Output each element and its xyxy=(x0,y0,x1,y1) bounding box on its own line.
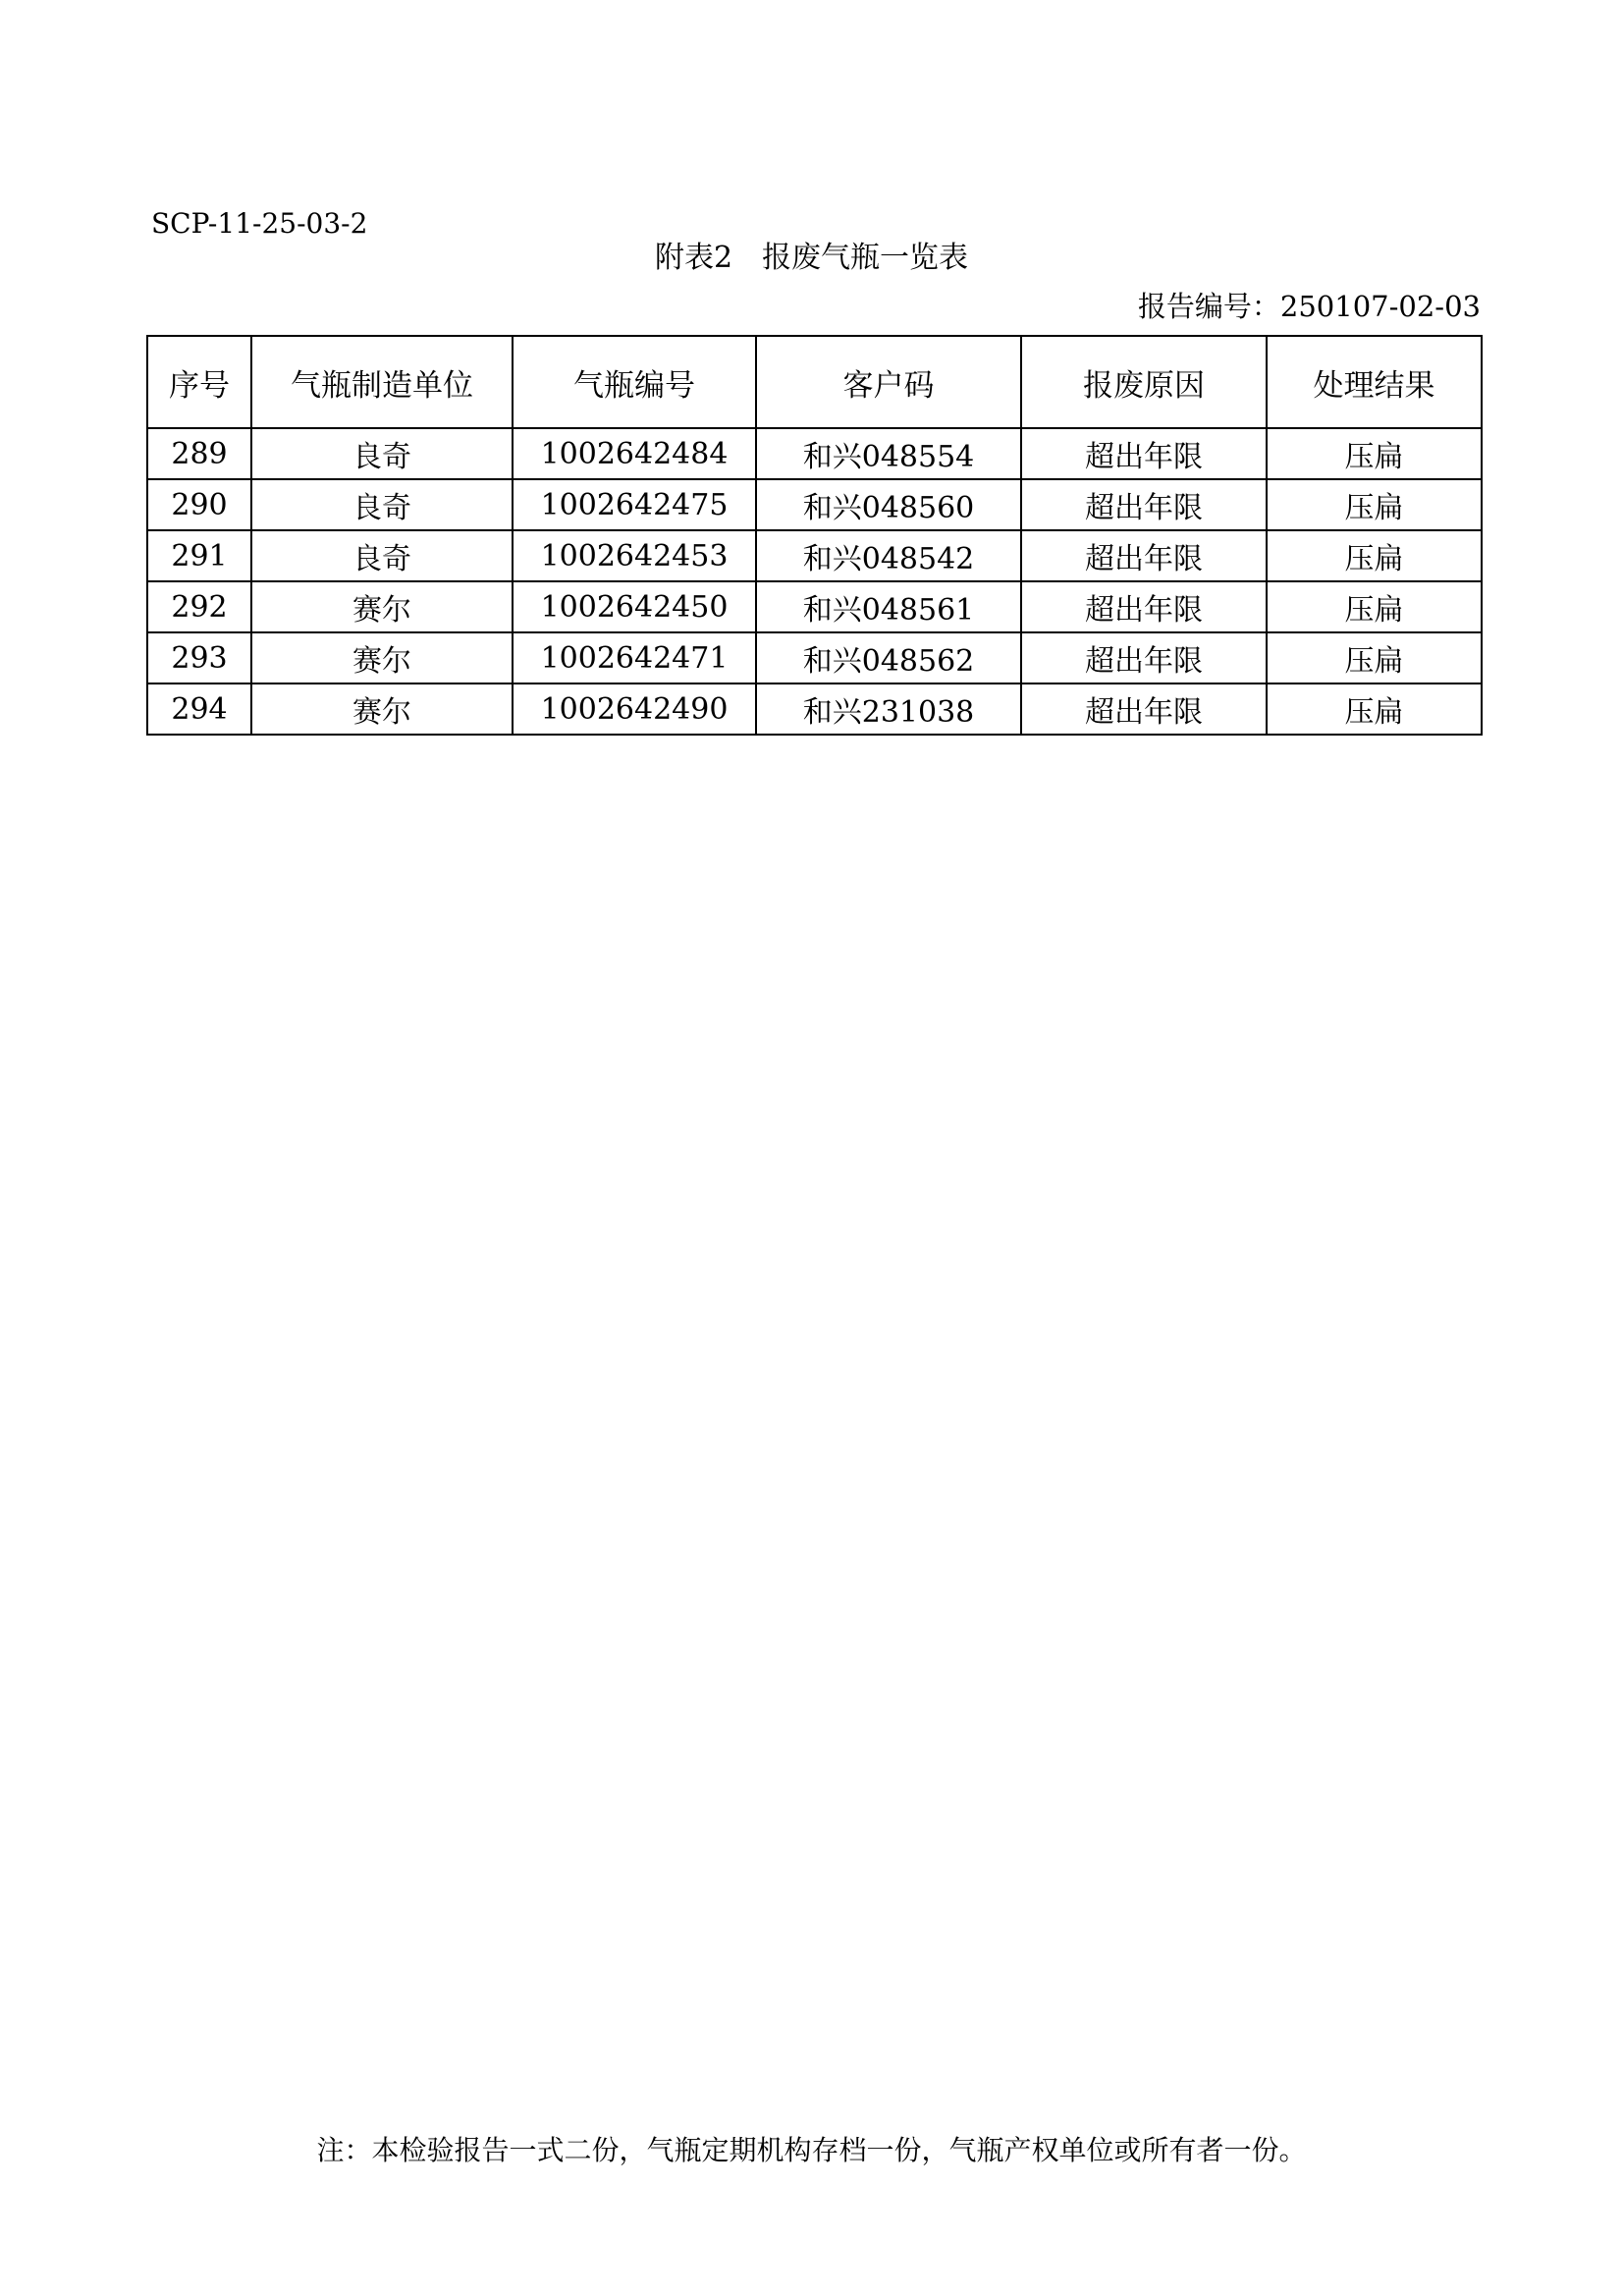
col-header-serial: 序号 xyxy=(147,336,251,428)
table-row xyxy=(147,632,1482,683)
cell-scrap-reason: 超出年限 xyxy=(1021,683,1267,735)
cell-cylinder-no: 1002642471 xyxy=(513,632,756,683)
cell-manufacturer: 良奇 xyxy=(251,530,513,581)
table-row xyxy=(147,530,1482,581)
cell-customer-code: 和兴048554 xyxy=(756,428,1021,479)
cell-serial: 292 xyxy=(147,581,251,632)
cell-serial: 289 xyxy=(147,428,251,479)
header-row xyxy=(147,336,1482,428)
cell-cylinder-no: 1002642475 xyxy=(513,479,756,530)
cell-cylinder-no: 1002642484 xyxy=(513,428,756,479)
col-header-manufacturer: 气瓶制造单位 xyxy=(251,336,513,428)
cell-serial: 293 xyxy=(147,632,251,683)
table-row xyxy=(147,428,1482,479)
cell-scrap-reason: 超出年限 xyxy=(1021,530,1267,581)
col-header-result: 处理结果 xyxy=(1267,336,1482,428)
cell-cylinder-no: 1002642490 xyxy=(513,683,756,735)
cell-scrap-reason: 超出年限 xyxy=(1021,428,1267,479)
cell-customer-code: 和兴048560 xyxy=(756,479,1021,530)
cell-manufacturer: 赛尔 xyxy=(251,581,513,632)
cell-result: 压扁 xyxy=(1267,428,1482,479)
table-header xyxy=(147,336,1482,428)
report-number: 报告编号：250107-02-03 xyxy=(1137,290,1481,323)
cell-result: 压扁 xyxy=(1267,530,1482,581)
cell-serial: 290 xyxy=(147,479,251,530)
cell-scrap-reason: 超出年限 xyxy=(1021,632,1267,683)
table-row xyxy=(147,479,1482,530)
cell-manufacturer: 赛尔 xyxy=(251,632,513,683)
table-row xyxy=(147,581,1482,632)
cell-manufacturer: 赛尔 xyxy=(251,683,513,735)
cell-result: 压扁 xyxy=(1267,632,1482,683)
cell-result: 压扁 xyxy=(1267,683,1482,735)
table-row xyxy=(147,683,1482,735)
document-code: SCP-11-25-03-2 xyxy=(151,207,368,240)
col-header-customer-code: 客户码 xyxy=(756,336,1021,428)
cell-scrap-reason: 超出年限 xyxy=(1021,479,1267,530)
cell-manufacturer: 良奇 xyxy=(251,479,513,530)
col-header-cylinder-no: 气瓶编号 xyxy=(513,336,756,428)
cell-customer-code: 和兴231038 xyxy=(756,683,1021,735)
page-title: 附表2 报废气瓶一览表 xyxy=(654,241,969,275)
scrap-cylinder-table xyxy=(146,335,1483,736)
cell-customer-code: 和兴048561 xyxy=(756,581,1021,632)
cell-serial: 291 xyxy=(147,530,251,581)
table-body xyxy=(147,428,1482,735)
cell-customer-code: 和兴048562 xyxy=(756,632,1021,683)
cell-result: 压扁 xyxy=(1267,479,1482,530)
cell-result: 压扁 xyxy=(1267,581,1482,632)
cell-cylinder-no: 1002642450 xyxy=(513,581,756,632)
footnote: 注：本检验报告一式二份，气瓶定期机构存档一份，气瓶产权单位或所有者一份。 xyxy=(316,2134,1307,2166)
cell-manufacturer: 良奇 xyxy=(251,428,513,479)
col-header-scrap-reason: 报废原因 xyxy=(1021,336,1267,428)
cell-cylinder-no: 1002642453 xyxy=(513,530,756,581)
cell-scrap-reason: 超出年限 xyxy=(1021,581,1267,632)
cell-customer-code: 和兴048542 xyxy=(756,530,1021,581)
cell-serial: 294 xyxy=(147,683,251,735)
